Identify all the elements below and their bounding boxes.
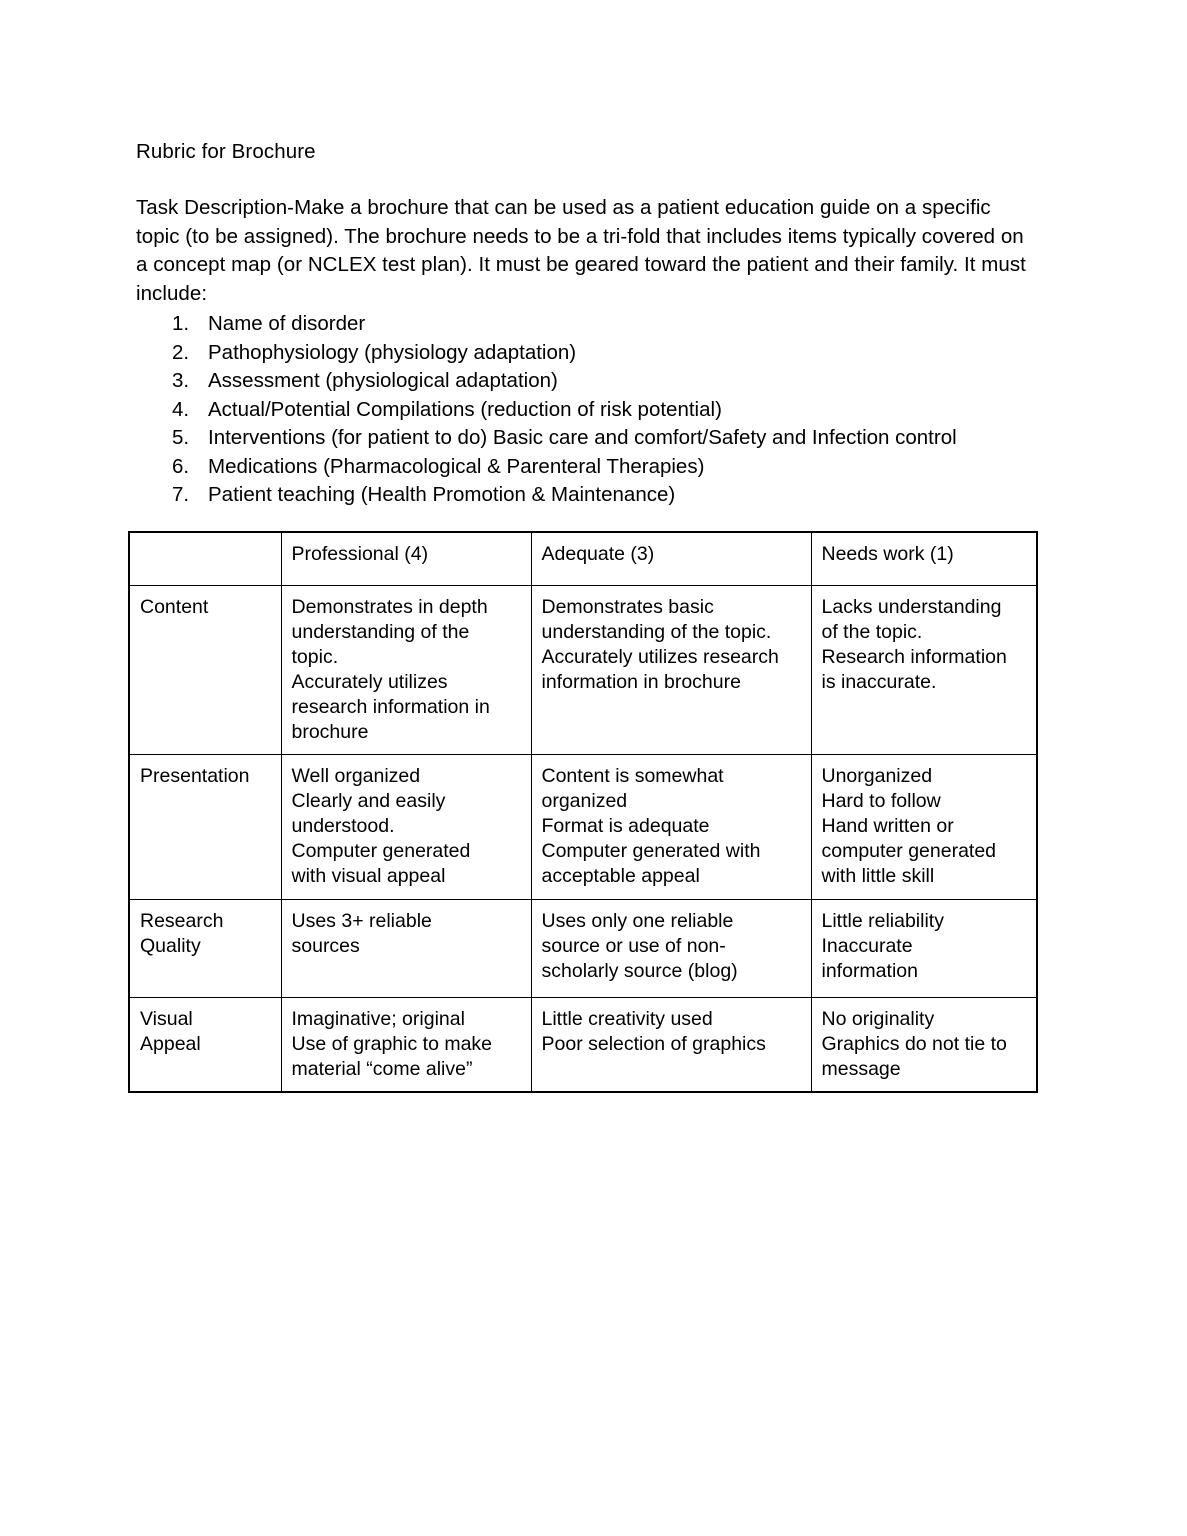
cell-visual-professional (281, 998, 531, 1093)
cell-line: Little creativity used (541, 1008, 713, 1030)
cell-research-adequate (531, 900, 811, 998)
cell-visual-needs-work (811, 998, 1037, 1093)
cell-line: Inaccurate (821, 935, 913, 957)
cell-line: brochure (291, 721, 369, 743)
cell-text-block (822, 764, 1037, 889)
cell-text-block (542, 764, 811, 889)
list-item (136, 424, 1056, 453)
cell-line: Little reliability (821, 910, 944, 932)
cell-line: Demonstrates basic (541, 596, 714, 618)
cell-text-block (822, 595, 1037, 695)
list-item-label: Name of disorder (208, 312, 366, 335)
cell-line: Well organized (291, 765, 421, 787)
cell-line: scholarly source (blog) (541, 960, 738, 982)
cell-text-block (292, 595, 531, 745)
cell-line: Imaginative; original (291, 1008, 465, 1030)
cell-line: Quality (140, 935, 201, 957)
cell-line: Appeal (140, 1033, 201, 1055)
cell-line: message (821, 1058, 901, 1080)
cell-line: understood. (291, 815, 395, 837)
table-row (129, 900, 1037, 998)
cell-text-block (140, 595, 281, 620)
requirements-list (136, 310, 1056, 510)
cell-text-block (542, 909, 811, 984)
cell-line: organized (541, 790, 628, 812)
table-row (129, 998, 1037, 1093)
cell-line: Lacks understanding (821, 596, 1002, 618)
cell-line: No originality (821, 1008, 935, 1030)
list-item-label: Pathophysiology (physiology adaptation) (208, 340, 577, 364)
list-item (136, 453, 1056, 482)
cell-line: Visual (140, 1008, 193, 1030)
cell-line: Accurately utilizes (291, 671, 448, 693)
list-item-number: 5. (172, 426, 190, 449)
cell-line: Research (140, 910, 224, 932)
list-item-number: 1. (172, 312, 190, 335)
cell-presentation-professional (281, 755, 531, 900)
criterion-cell-visual-appeal (129, 998, 281, 1093)
list-item-number: 4. (172, 397, 190, 421)
cell-line: research information in (291, 696, 490, 718)
cell-line: Graphics do not tie to (821, 1033, 1007, 1055)
cell-line: Clearly and easily (291, 790, 446, 812)
list-item (136, 367, 1056, 396)
document-body (136, 138, 1056, 508)
header-cell-professional: Professional (4) (281, 532, 531, 586)
cell-line: acceptable appeal (541, 865, 700, 887)
cell-line: understanding of the topic. (541, 621, 772, 643)
list-item-number: 7. (172, 483, 190, 506)
list-item-label: Patient teaching (Health Promotion & Maintenance) (208, 483, 676, 506)
cell-text-block (140, 764, 281, 789)
cell-line: Hand written or (821, 815, 954, 837)
cell-text-block (140, 909, 281, 959)
cell-content-needs-work (811, 586, 1037, 755)
cell-line: Research information (821, 646, 1007, 668)
cell-line: Uses only one reliable (541, 910, 734, 932)
cell-text-block (822, 909, 1037, 984)
list-item (136, 310, 1056, 339)
cell-text-block (542, 595, 811, 695)
cell-line: with little skill (821, 865, 935, 887)
task-description-paragraph: Task Description-Make a brochure that can be used as a patient education guide on a specific topic (to be assigned). The brochure needs to be a tri-fold that includes items typically covered on a concept map (or NCLEX test plan). It must be geared toward the patient and their family. It must include: (136, 196, 1026, 305)
cell-line: information (821, 960, 918, 982)
header-cell-needs-work: Needs work (1) (811, 532, 1037, 586)
list-item (136, 396, 1056, 425)
cell-content-adequate (531, 586, 811, 755)
cell-line: Accurately utilizes research (541, 646, 779, 668)
cell-visual-adequate (531, 998, 811, 1093)
cell-line: Computer generated (291, 840, 471, 862)
cell-line: sources (291, 935, 360, 957)
list-item-number: 3. (172, 369, 190, 392)
cell-text-block (292, 764, 531, 889)
cell-text-block (292, 909, 531, 959)
list-item (136, 481, 1056, 510)
header-cell-adequate: Adequate (3) (531, 532, 811, 586)
cell-text-block (822, 1007, 1037, 1082)
criterion-cell-research-quality (129, 900, 281, 998)
table-header-row (129, 532, 1037, 586)
cell-line: information in brochure (541, 671, 741, 693)
cell-line: Hard to follow (821, 790, 941, 812)
cell-presentation-adequate (531, 755, 811, 900)
rubric-table (128, 531, 1038, 1093)
cell-line: Unorganized (821, 765, 933, 787)
cell-text-block (542, 1007, 811, 1057)
cell-line: Use of graphic to make (291, 1033, 493, 1055)
cell-line: of the topic. (821, 621, 923, 643)
cell-line: material “come alive” (291, 1058, 473, 1080)
cell-text-block (292, 1007, 531, 1082)
criterion-cell-presentation (129, 755, 281, 900)
cell-line: with visual appeal (291, 865, 446, 887)
cell-research-needs-work (811, 900, 1037, 998)
cell-line: computer generated (821, 840, 997, 862)
cell-line: Uses 3+ reliable (291, 910, 432, 932)
cell-line: Poor selection of graphics (541, 1033, 766, 1055)
cell-line: source or use of non- (541, 935, 726, 957)
title-paragraph-spacer (136, 166, 1056, 194)
rubric-table-container (128, 531, 1036, 1093)
table-row (129, 586, 1037, 755)
list-item (136, 339, 1056, 368)
table-row (129, 755, 1037, 900)
list-item-number: 2. (172, 340, 190, 364)
cell-line: Presentation (140, 765, 250, 787)
cell-text-block (140, 1007, 281, 1057)
list-item-label: Interventions (for patient to do) Basic care and comfort/Safety and Infection control (208, 426, 957, 449)
list-item-number: 6. (172, 454, 190, 478)
cell-line: Content (140, 596, 209, 618)
page-title: Rubric for Brochure (136, 140, 316, 163)
cell-line: is inaccurate. (821, 671, 937, 693)
cell-line: Demonstrates in depth (291, 596, 488, 618)
cell-line: Format is adequate (541, 815, 710, 837)
cell-line: Content is somewhat (541, 765, 724, 787)
list-item-label: Actual/Potential Compilations (reduction of risk potential) (208, 397, 722, 421)
list-item-label: Medications (Pharmacological & Parenteral Therapies) (208, 454, 705, 478)
cell-presentation-needs-work (811, 755, 1037, 900)
cell-line: understanding of the (291, 621, 470, 643)
header-cell-blank (129, 532, 281, 586)
criterion-cell-content (129, 586, 281, 755)
cell-research-professional (281, 900, 531, 998)
cell-line: topic. (291, 646, 339, 668)
list-item-label: Assessment (physiological adaptation) (208, 369, 558, 392)
cell-content-professional (281, 586, 531, 755)
cell-line: Computer generated with (541, 840, 761, 862)
